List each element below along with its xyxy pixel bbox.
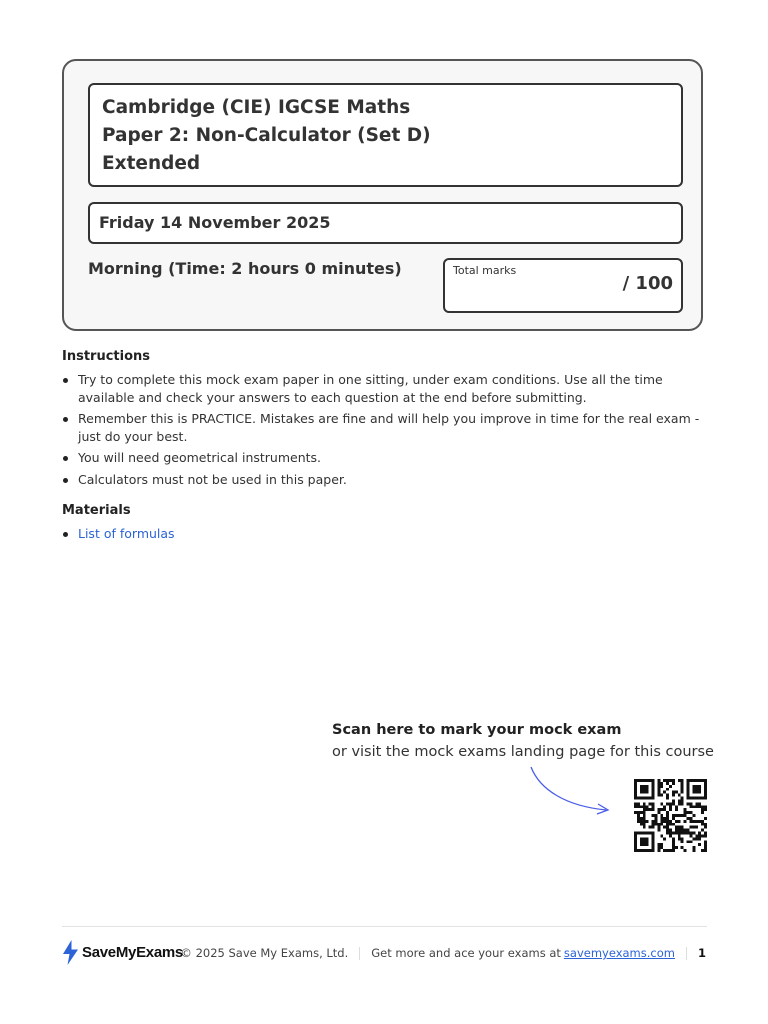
exam-date: Friday 14 November 2025 [88,202,683,244]
title-line-1: Cambridge (CIE) IGCSE Maths [102,97,411,118]
copyright-text: © 2025 Save My Exams, Ltd. [180,946,349,960]
logo-text: SaveMyExams [82,944,183,961]
instruction-item: Remember this is PRACTICE. Mistakes are fine and will help you improve in time for the real exam - just do your best. [62,410,707,445]
instructions-list [62,371,707,492]
footer-separator [686,947,687,960]
materials-item [62,525,707,543]
footer-separator [359,947,360,960]
exam-session: Morning (Time: 2 hours 0 minutes) [88,259,402,278]
arrow-icon [528,764,614,816]
footer-cta: Get more and ace your exams at [371,946,561,960]
instructions-heading: Instructions [62,349,151,364]
footer-link[interactable]: savemyexams.com [563,946,675,960]
page-number: 1 [697,946,706,960]
instruction-item: Calculators must not be used in this paper. [62,471,707,489]
instruction-item: Try to complete this mock exam paper in one sitting, under exam conditions. Use all the time available and check your answers to each question at the end before submitting. [62,371,707,406]
total-marks-value: / 100 [622,273,673,294]
materials-list [62,525,707,547]
lightning-bolt-icon [62,940,79,965]
cover-panel [62,59,703,331]
title-line-3: Extended [102,153,201,174]
total-marks-label: Total marks [453,264,517,277]
title-box [88,83,683,187]
materials-heading: Materials [62,503,131,518]
formulas-link[interactable]: List of formulas [78,526,175,541]
scan-title: Scan here to mark your mock exam [332,722,622,738]
logo [62,940,183,965]
footer-divider [62,926,707,927]
instruction-item: You will need geometrical instruments. [62,449,707,467]
scan-subtitle: or visit the mock exams landing page for this course [332,744,714,760]
qr-code-icon[interactable] [634,779,707,852]
title-line-2: Paper 2: Non-Calculator (Set D) [102,125,431,146]
footer-info [180,946,706,960]
total-marks-box [443,258,683,313]
